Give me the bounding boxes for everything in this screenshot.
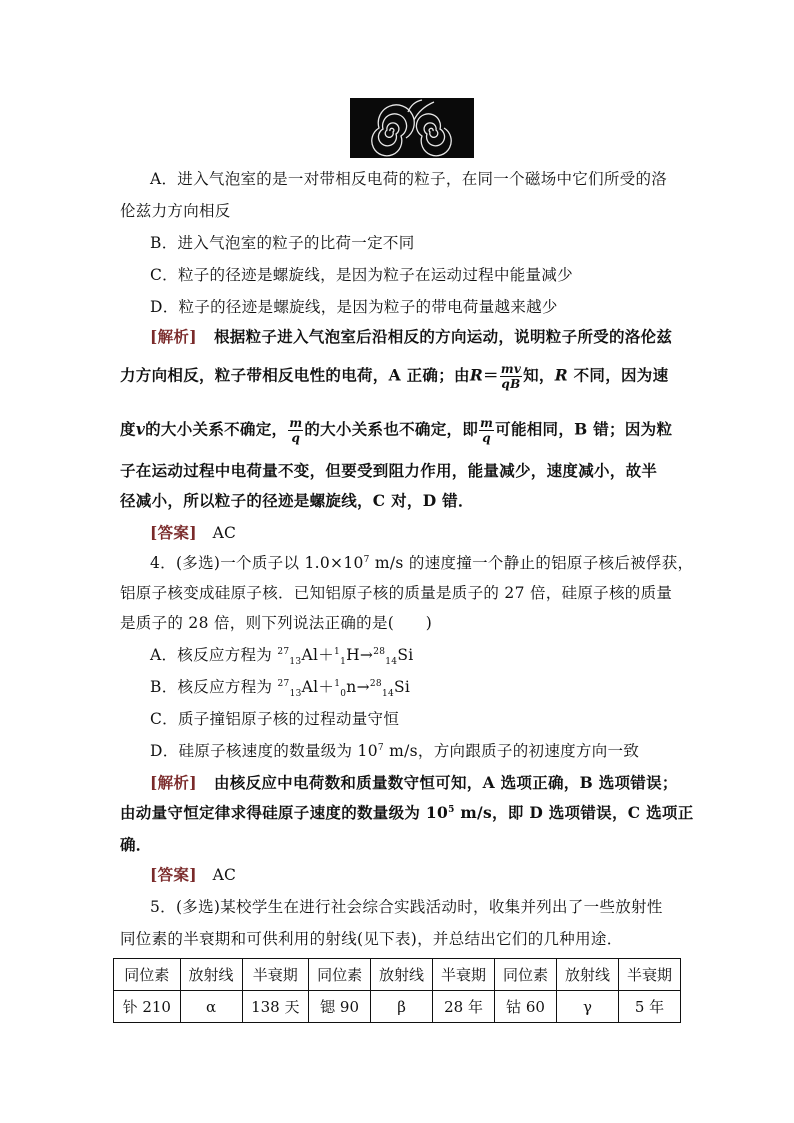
analysis-text: 度: [120, 419, 136, 439]
plus-sign: ＋: [318, 646, 335, 664]
q3-option-d: D．粒子的径迹是螺旋线，是因为粒子的带电荷量越来越少: [150, 298, 558, 316]
exponent: 7: [363, 554, 370, 565]
table-header-cell: 半衰期: [619, 959, 681, 991]
atomic-number: 1: [340, 657, 347, 668]
nuclide-aluminum: [278, 676, 319, 698]
exponent: 7: [377, 742, 384, 753]
nuclide-silicon: [370, 676, 410, 698]
q3-option-b: B．进入气泡室的粒子的比荷一定不同: [150, 234, 415, 252]
q4-option-c: C．质子撞铝原子核的过程动量守恒: [150, 710, 400, 728]
nuclide-hydrogen: [334, 644, 360, 666]
analysis-text: 的大小关系也不确定，即: [304, 419, 479, 439]
q3-option-a-line2: 伦兹力方向相反: [120, 202, 231, 220]
fraction-denominator: q: [482, 431, 491, 445]
nuclide-silicon: [373, 644, 413, 666]
equals-sign: ＝: [483, 365, 499, 385]
q4-option-b: [150, 676, 710, 698]
table-cell: 138 天: [242, 991, 309, 1023]
q4-analysis-line3: 确．: [120, 835, 152, 854]
option-text: m/s，方向跟质子的初速度方向一致: [383, 742, 640, 760]
table-cell: α: [180, 991, 242, 1023]
mass-number: 28: [373, 646, 386, 657]
mass-number: 1: [334, 678, 341, 689]
q3-answer: [150, 522, 710, 544]
mass-number: 27: [277, 678, 290, 689]
atomic-number: 0: [340, 689, 347, 700]
stem-text: m/s 的速度撞一个静止的铝原子核后被俘获，: [369, 554, 694, 572]
table-cell: γ: [557, 991, 619, 1023]
element-symbol: n: [346, 678, 357, 696]
table-cell: 5 年: [619, 991, 681, 1023]
q3-analysis-line1: [150, 326, 710, 348]
table-cell: 钴 60: [495, 991, 557, 1023]
velocity-symbol: v: [135, 419, 146, 439]
atomic-number: 14: [385, 657, 398, 668]
analysis-tag: [解析]: [150, 773, 197, 792]
atomic-number: 13: [289, 657, 302, 668]
q5-stem-line1: 5．(多选)某校学生在进行社会综合实践活动时，收集并列出了一些放射性: [150, 898, 663, 916]
plus-sign: ＋: [318, 678, 335, 696]
fraction-denominator: q: [291, 431, 301, 445]
q3-analysis-line2: [120, 362, 680, 391]
isotope-table: [113, 958, 681, 1023]
radius-symbol: R: [554, 365, 568, 385]
analysis-text: 由动量守恒定律求得硅原子速度的数量级为 10: [120, 803, 449, 822]
bubble-chamber-spiral-figure: [350, 98, 474, 158]
charge-mass-fraction: [288, 416, 303, 445]
table-header-cell: 同位素: [309, 959, 371, 991]
charge-mass-fraction: [479, 416, 494, 445]
table-header-cell: 同位素: [495, 959, 557, 991]
mass-number: 28: [369, 678, 382, 689]
mass-number: 1: [334, 646, 341, 657]
q4-analysis-line2: [120, 802, 694, 824]
q4-stem-line2: 铝原子核变成硅原子核．已知铝原子核的质量是质子的 27 倍，硅原子核的质量: [120, 584, 673, 602]
q3-analysis-line3: [120, 416, 680, 445]
table-cell: β: [371, 991, 433, 1023]
fraction-denominator: qB: [501, 377, 521, 391]
answer-tag: [答案]: [150, 865, 197, 884]
element-symbol: Al: [301, 678, 319, 696]
table-row: [114, 991, 681, 1023]
atomic-number: 14: [381, 689, 395, 700]
option-text: A．核反应方程为: [150, 646, 278, 664]
table-cell: 28 年: [433, 991, 495, 1023]
q3-analysis-line5: 径减小，所以粒子的径迹是螺旋线，C 对，D 错．: [120, 491, 474, 510]
answer-value: AC: [212, 866, 237, 884]
element-symbol: H: [346, 646, 360, 664]
q5-stem-line2: 同位素的半衰期和可供利用的射线(见下表)，并总结出它们的几种用途．: [120, 930, 623, 948]
element-symbol: Si: [397, 646, 414, 664]
analysis-tag: [解析]: [150, 327, 197, 346]
q3-option-a-line1: A．进入气泡室的是一对带相反电荷的粒子，在同一个磁场中它们所受的洛: [150, 170, 668, 188]
radius-fraction: [500, 362, 522, 391]
table-header-cell: 半衰期: [433, 959, 495, 991]
table-header-cell: 放射线: [557, 959, 619, 991]
q4-analysis-line1: [150, 772, 710, 794]
element-symbol: Si: [394, 678, 411, 696]
table-header-cell: 半衰期: [242, 959, 309, 991]
answer-tag: [答案]: [150, 523, 197, 542]
table-cell: 钋 210: [114, 991, 181, 1023]
analysis-text: 根据粒子进入气泡室后沿相反的方向运动，说明粒子所受的洛伦兹: [213, 327, 673, 346]
table-cell: 锶 90: [309, 991, 371, 1023]
exponent: 5: [448, 804, 455, 815]
table-header-row: [114, 959, 681, 991]
mass-number: 27: [277, 646, 290, 657]
table-header-cell: 同位素: [114, 959, 181, 991]
q4-answer: [150, 864, 710, 886]
option-text: D．硅原子核速度的数量级为 10: [150, 742, 378, 760]
fraction-numerator: m: [480, 416, 494, 430]
q4-stem-line3: 是质子的 28 倍，则下列说法正确的是( ): [120, 614, 433, 632]
analysis-text: 力方向相反，粒子带相反电性的电荷，A 正确；由: [120, 365, 470, 385]
analysis-text: 可能相同，B 错；因为粒: [495, 419, 673, 439]
option-text: B．核反应方程为: [150, 678, 278, 696]
atomic-number: 13: [289, 689, 302, 700]
element-symbol: Al: [301, 646, 319, 664]
analysis-text: 知，: [523, 365, 555, 385]
q4-option-a: [150, 644, 710, 666]
stem-text: 4．(多选)一个质子以 1.0×10: [150, 554, 364, 572]
nuclide-neutron: [334, 676, 356, 698]
radius-symbol: R: [469, 365, 484, 385]
analysis-text: 不同，因为速: [573, 365, 669, 385]
reaction-arrow: →: [359, 646, 374, 664]
analysis-text: 由核反应中电荷数和质量数守恒可知，A 选项正确，B 选项错误；: [213, 773, 678, 792]
table-header-cell: 放射线: [180, 959, 242, 991]
analysis-text: m/s，即 D 选项错误，C 选项正: [454, 803, 694, 822]
analysis-text: 的大小关系不确定，: [145, 419, 288, 439]
fraction-numerator: mv: [500, 362, 522, 376]
q3-option-c: C．粒子的径迹是螺旋线，是因为粒子在运动过程中能量减少: [150, 266, 573, 284]
answer-value: AC: [212, 524, 237, 542]
fraction-numerator: m: [289, 416, 303, 430]
reaction-arrow: →: [356, 678, 370, 696]
nuclide-aluminum: [277, 644, 318, 666]
table-header-cell: 放射线: [371, 959, 433, 991]
spiral-tracks-image: [350, 98, 474, 158]
q4-stem-line1: [150, 552, 710, 574]
q3-analysis-line4: 子在运动过程中电荷量不变，但要受到阻力作用，能量减少，速度减小，故半: [120, 461, 658, 480]
q4-option-d: [150, 740, 710, 762]
